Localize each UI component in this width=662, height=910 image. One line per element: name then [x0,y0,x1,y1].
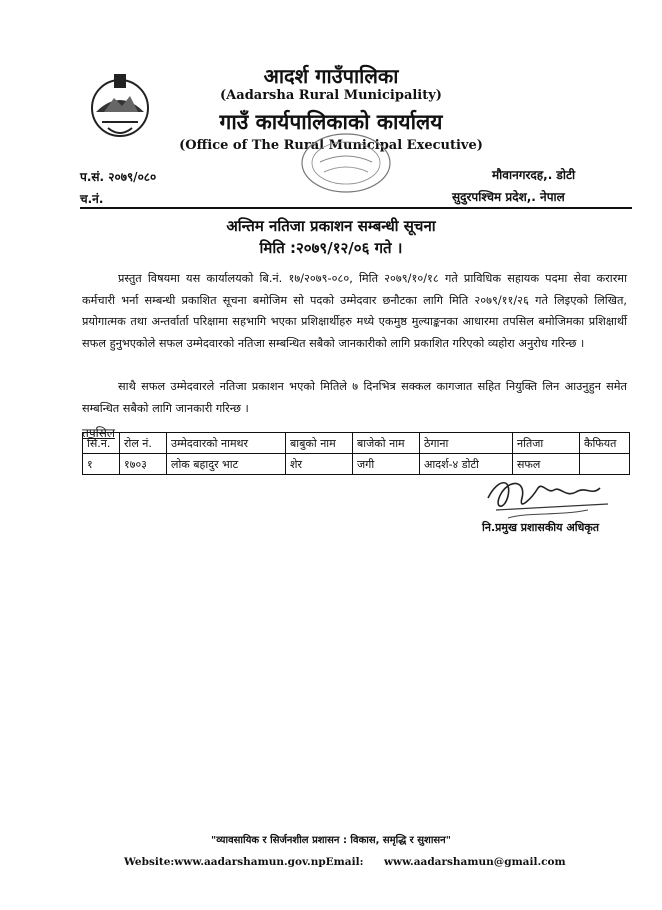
column-header: बाबुको नाम [286,433,353,454]
office-location-line-1: मौवानगरदह,. डोटी [492,168,576,182]
office-stamp-icon [300,132,392,194]
cell-serial: १ [83,454,120,475]
table-header-row [83,433,630,454]
notice-subject: अन्तिम नतिजा प्रकाशन सम्बन्धी सूचना [226,217,436,235]
signatory-title: नि.प्रमुख प्रशासकीय अधिकृत [482,521,600,534]
notice-date: मिति :२०७९/१२/०६ गते । [259,239,403,257]
header-divider [80,207,632,209]
cell-address: आदर्श-४ डोटी [420,454,513,475]
column-header: सि.नं. [83,433,120,454]
signature-icon [468,468,618,528]
municipality-title-en: (Aadarsha Rural Municipality) [220,88,442,103]
column-header: रोल नं. [120,433,167,454]
column-header: उम्मेदवारको नामथर [167,433,286,454]
cell-grandfather-name: जगी [353,454,420,475]
cell-result: सफल [513,454,580,475]
office-title-en: (Office of The Rural Municipal Executive) [179,138,483,153]
office-title-np: गाउँ कार्यपालिकाको कार्यालय [219,110,443,134]
cell-roll: १७०३ [120,454,167,475]
reference-number: प.सं. २०७९/०८० [80,170,157,184]
column-header: नतिजा [513,433,580,454]
column-header: ठेगाना [420,433,513,454]
footer-website[interactable]: Website:www.aadarshamun.gov.npEmail: [124,856,364,868]
cell-candidate-name: लोक बहादुर भाट [167,454,286,475]
dispatch-number: च.नं. [80,192,104,206]
footer-email[interactable]: www.aadarshamun@gmail.com [384,856,566,868]
cell-father-name: शेर [286,454,353,475]
notice-paragraph-2: साथै सफल उम्मेदवारले नतिजा प्रकाशन भएको मितिले ७ दिनभित्र सक्कल कागजात सहित नियुक्ति लिन आउनुहुन समेत सम्बन्धित सबैको लागि जानकारी गरिन्छ । [82,380,627,415]
municipality-title-np: आदर्श गाउँपालिका [263,64,399,88]
column-header: बाजेको नाम [353,433,420,454]
column-header: कैफियत [580,433,630,454]
schedule-heading: तपसिल [82,426,116,440]
notice-paragraph-1: प्रस्तुत विषयमा यस कार्यालयको बि.नं. १७/२०७९-०८०, मिति २०७९/१०/१८ गते प्राविधिक सहायक पदमा सेवा करारमा कर्मचारी भर्ना सम्बन्धी प्रकाशित सूचना बमोजिम सो पदको उम्मेदवार छनौटका लागि मिति २०७९/११/२६ गते लिइएको लिखित, प्रयोगात्मक तथा अन्तर्वार्ता परिक्षामा सहभागि भएका प्रशिक्षार्थीहरु मध्ये एकमुष्ठ मुल्याङ्कनका आधारमा तपसिल बमोजिमका प्रशिक्षार्थी सफल हुनुभएकोले सफल उम्मेदवारको नतिजा सम्बन्धित सबैको जानकारीको लागि प्रकाशित गरिएको व्यहोरा अनुरोध गरिन्छ । [82,272,627,350]
footer-motto: "व्यावसायिक र सिर्जनशील प्रशासन : विकास, समृद्धि र सुशासन" [211,835,451,846]
office-location-line-2: सुदुरपश्चिम प्रदेश,. नेपाल [452,190,565,204]
